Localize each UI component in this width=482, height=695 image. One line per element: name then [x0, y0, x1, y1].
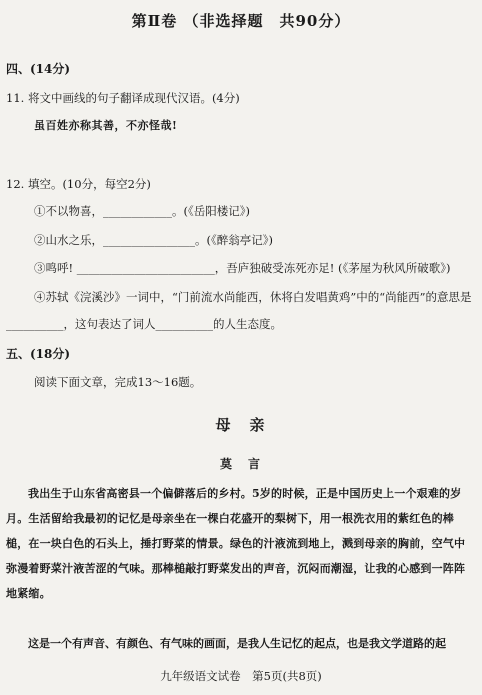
question-11-sentence: 虽百姓亦称其善，不亦怪哉!	[34, 119, 178, 132]
question-12-item-4: ④苏轼《浣溪沙》一词中，“门前流水尚能西，休将白发唱黄鸡”中的“尚能西”的意思是	[34, 290, 472, 304]
question-12-item-2: ②山水之乐，________________。(《醉翁亭记》)	[34, 233, 273, 247]
section-4-heading: 四、(14分)	[6, 62, 71, 76]
question-11-prompt: 11. 将文中画线的句子翻译成现代汉语。(4分)	[6, 91, 240, 105]
article-author: 莫 言	[219, 457, 262, 471]
page-title: 第Ⅱ卷 （非选择题 共90分）	[131, 12, 351, 30]
question-12-prompt: 12. 填空。(10分，每空2分)	[6, 177, 151, 191]
page-footer: 九年级语文试卷 第5页(共8页)	[160, 669, 322, 683]
article-paragraph-1: 我出生于山东省高密县一个偏僻落后的乡村。5岁的时候，正是中国历史上一个艰难的岁月。生活留给我最初的记忆是母亲坐在一棵白花盛开的梨树下，用一根洗衣用的紫红色的棒槌，在一块白色的石头上，捶打野菜的情景。绿色的汁液流到地上，溅到母亲的胸前，空气中弥漫着野菜汁液苦涩的气味。那棒槌敲打野菜发出的声音，沉闷而潮湿，让我的心感到一阵阵地紧缩。	[6, 487, 466, 600]
reading-instruction: 阅读下面文章，完成13～16题。	[34, 375, 202, 389]
article-paragraph-2: 这是一个有声音、有颜色、有气味的画面，是我人生记忆的起点，也是我文学道路的起	[28, 637, 446, 650]
section-5-heading: 五、(18分)	[6, 347, 71, 361]
question-12-item-3: ③鸣呼! ________________________，吾庐独破受冻死亦足! (《茅屋为秋风所破歌》)	[34, 261, 451, 275]
question-12-item-4-continued: __________，这句表达了词人__________的人生态度。	[6, 317, 282, 331]
article-title: 母 亲	[215, 416, 267, 434]
question-12-item-1: ①不以物喜，____________。(《岳阳楼记》)	[34, 204, 250, 218]
